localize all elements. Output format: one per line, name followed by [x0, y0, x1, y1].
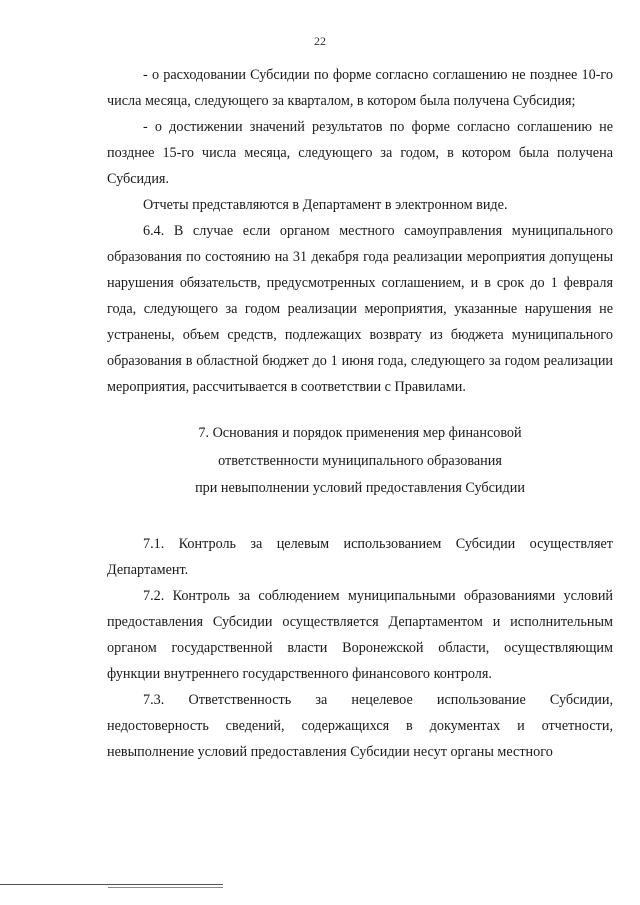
section-7-heading-line-2: ответственности муниципального образования [218, 452, 502, 469]
paragraph-6-4: 6.4. В случае если органом местного самоуправления муниципального образования по состоянию на 31 декабря года реализации мероприятия допущены нарушения обязательств, предусмотренных соглашением, и в срок до 1 февраля года, следующего за годом реализации мероприятия, указанные нарушения не устранены, объем средств, подлежащих возврату из бюджета муниципального образования в областной бюджет до 1 июня года, следующего за годом реализации мероприятия, рассчитывается в соответствии с Правилами. [107, 223, 613, 395]
paragraph-7-2: 7.2. Контроль за соблюдением муниципальными образованиями условий предоставления Субсидии осуществляется Департаментом и исполнительным органом государственной власти Воронежской области, осуществляющим функции внутреннего государственного финансового контроля. [107, 587, 613, 682]
paragraph-expenditure-report: - о расходовании Субсидии по форме согласно соглашению не позднее 10-го числа месяца, следующего за кварталом, в котором была получена Субсидия; [107, 67, 613, 109]
paragraph-results-report: - о достижении значений результатов по форме согласно соглашению не позднее 15-го числа месяца, следующего за годом, в котором была получена Субсидия. [107, 119, 613, 187]
footer-rule [0, 884, 223, 885]
section-7-heading-line-3: при невыполнении условий предоставления Субсидии [195, 480, 525, 496]
section-7-heading-line-1: 7. Основания и порядок применения мер финансовой [198, 425, 522, 441]
page-number: 22 [314, 34, 326, 48]
paragraph-7-1: 7.1. Контроль за целевым использованием Субсидии осуществляет Департамент. [107, 535, 613, 578]
document-body [107, 62, 613, 765]
section-7-heading [107, 420, 613, 503]
paragraph-7-3: 7.3. Ответственность за нецелевое использование Субсидии, недостоверность сведений, содержащихся в документах и отчетности, невыполнение условий предоставления Субсидии несут органы местного [107, 691, 613, 760]
paragraph-electronic-submission: Отчеты представляются в Департамент в электронном виде. [143, 197, 508, 213]
footer-rule-short [108, 887, 223, 888]
